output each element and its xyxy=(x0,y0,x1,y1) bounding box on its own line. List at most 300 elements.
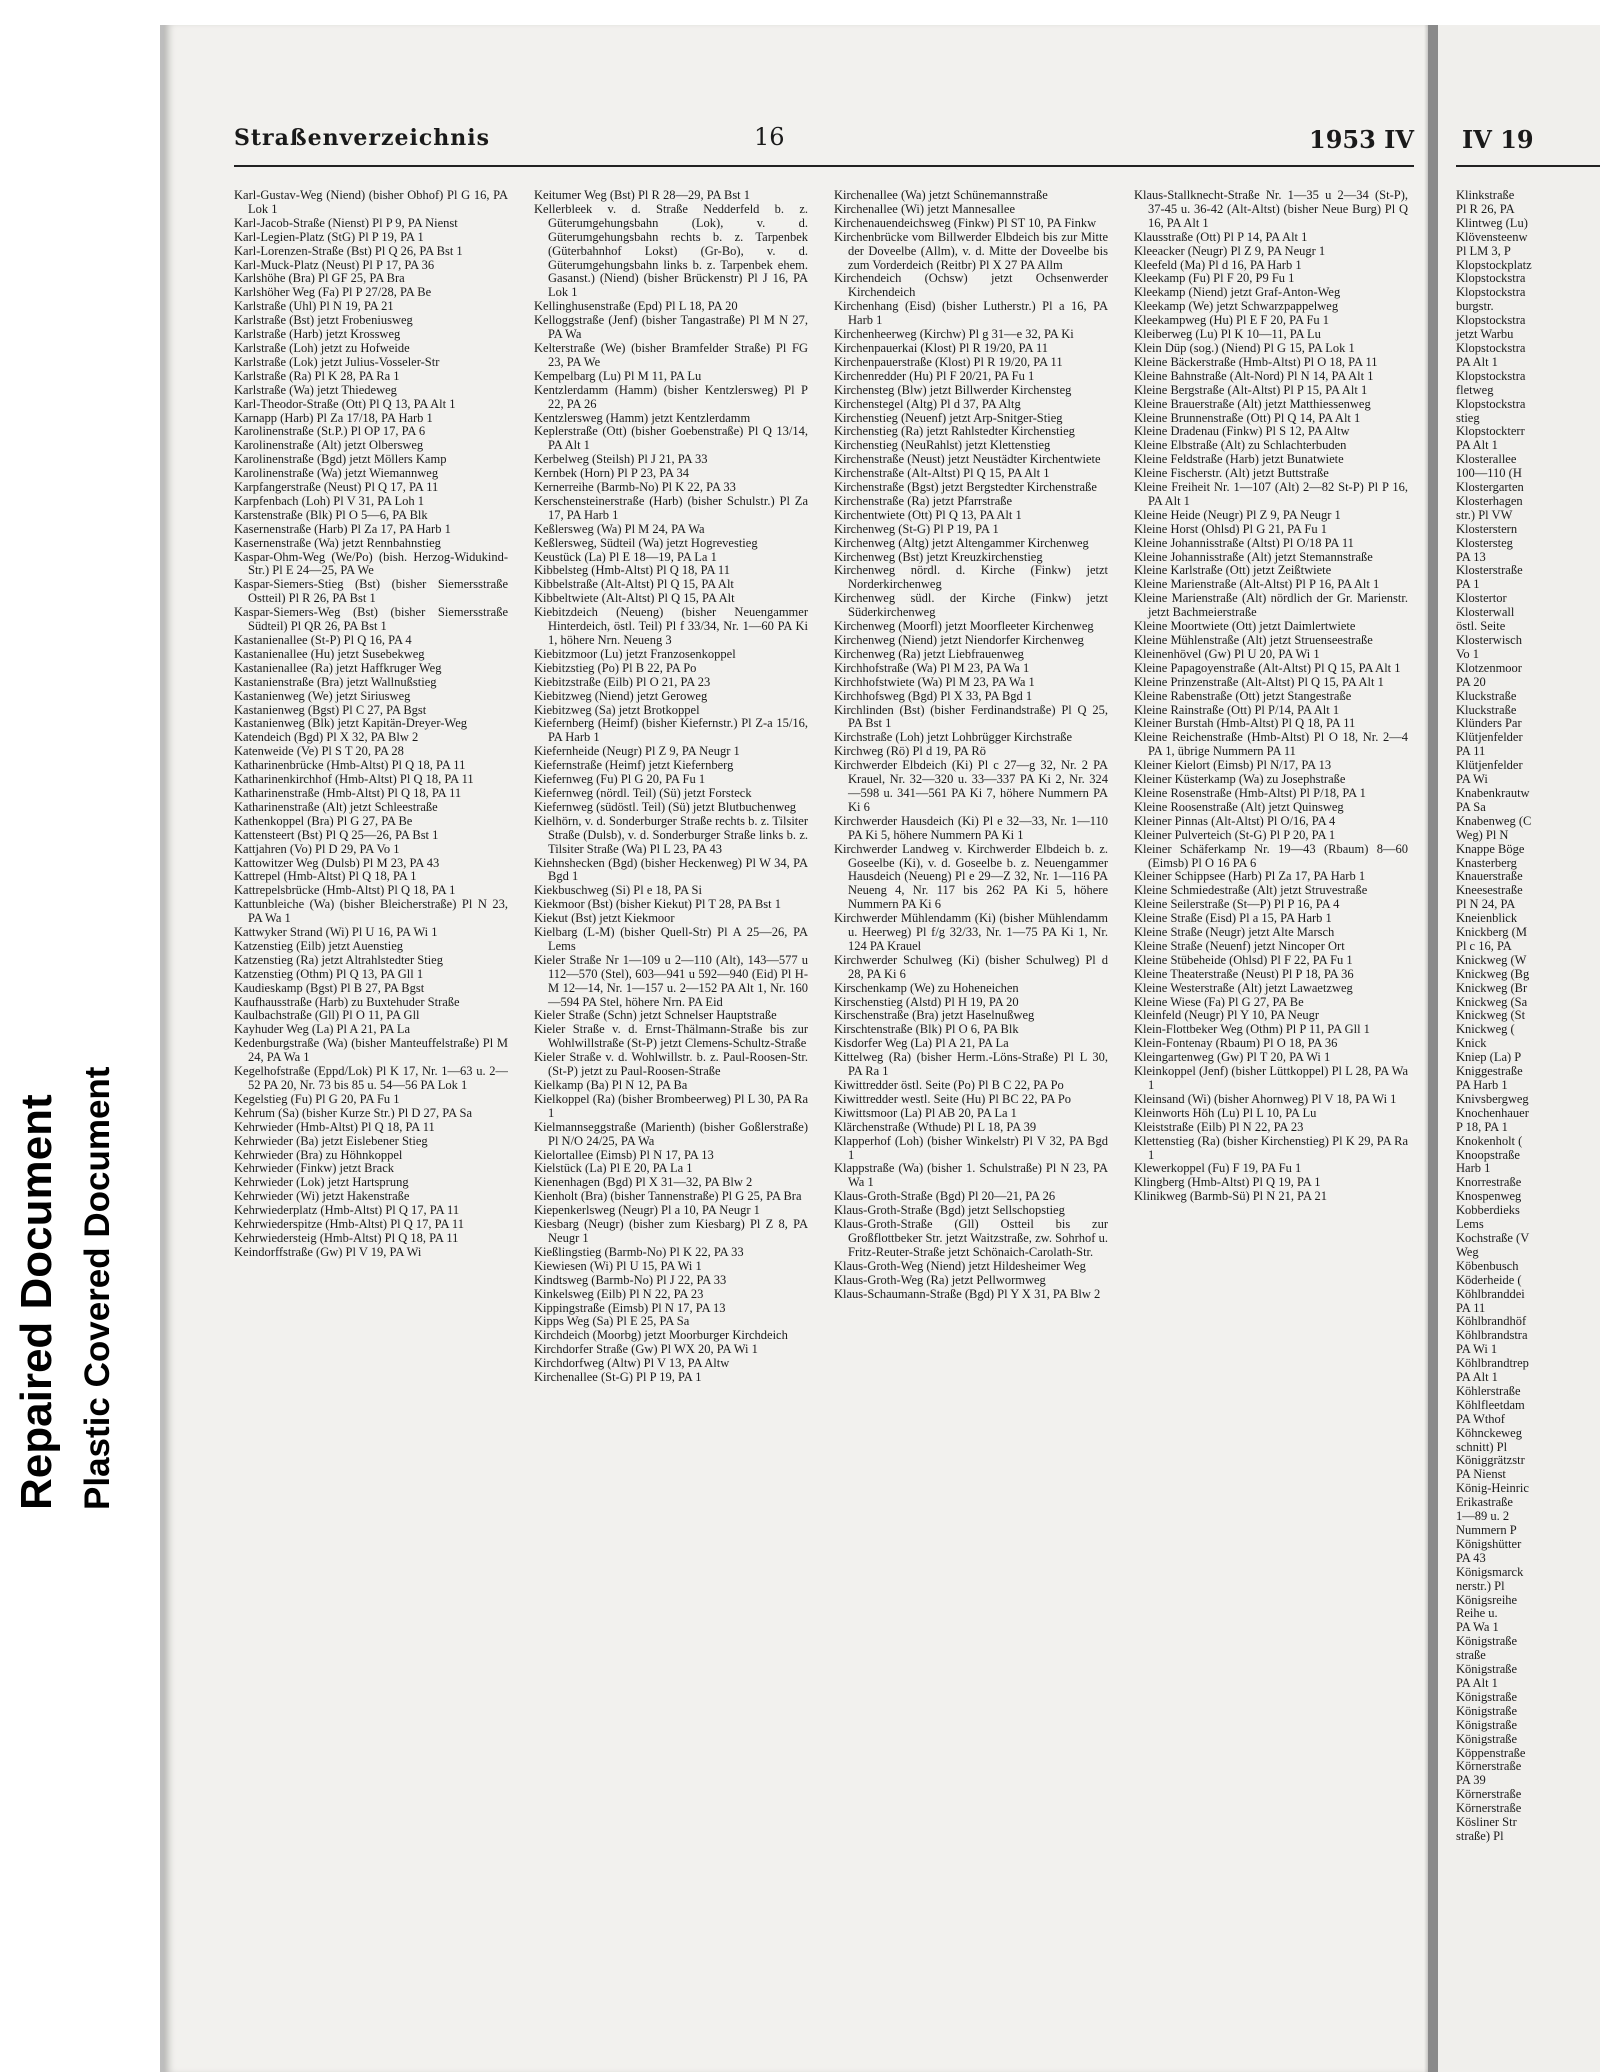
street-entry: Kiefernberg (Heimf) (bisher Kiefernstr.) Pl Z-a 15/16, PA Harb 1 xyxy=(534,716,808,745)
street-entry: Königshütter xyxy=(1456,1536,1522,1551)
street-entry: Klettenstieg (Ra) (bisher Kirchenstieg) Pl K 29, PA Ra 1 xyxy=(1134,1133,1408,1162)
street-entry: Klintweg (Lu) xyxy=(1456,215,1528,230)
street-entry: Königstraße xyxy=(1456,1703,1518,1718)
street-entry: Kiekmoor (Bst) (bisher Kiekut) Pl T 28, PA Bst 1 xyxy=(534,897,782,912)
street-entry: Karl-Lorenzen-Straße (Bst) Pl Q 26, PA Bst 1 xyxy=(234,243,463,258)
street-entry: Kirchenredder (Hu) Pl F 20/21, PA Fu 1 xyxy=(834,368,1035,383)
street-entry: Kirchenstieg (Neuenf) jetzt Arp-Snitger-Stieg xyxy=(834,410,1063,425)
street-entry: Kehrwieder (Hmb-Altst) Pl Q 18, PA 11 xyxy=(234,1119,435,1134)
street-entry: Keindorffstraße (Gw) Pl V 19, PA Wi xyxy=(234,1244,422,1259)
street-entry: Kiesbarg (Neugr) (bisher zum Kiesbarg) Pl Z 8, PA Neugr 1 xyxy=(534,1217,808,1245)
street-entry: Klaus-Groth-Weg (Niend) jetzt Hildesheimer Weg xyxy=(834,1258,1086,1273)
street-entry: Pl LM 3, P xyxy=(1456,243,1511,258)
street-entry: stieg xyxy=(1456,410,1480,425)
street-entry: Königstraße xyxy=(1456,1662,1518,1677)
street-entry: Kaudieskamp (Bgst) Pl B 27, PA Bgst xyxy=(234,980,425,995)
street-entry: Karolinenstraße (Alt) jetzt Olbersweg xyxy=(234,438,424,453)
street-entry: Knivsbergweg xyxy=(1456,1091,1529,1106)
street-entry: Karlshöhe (Bra) Pl GF 25, PA Bra xyxy=(234,271,405,286)
street-entry: Knickweg (Bg xyxy=(1456,966,1530,981)
street-entry: Katendeich (Bgd) Pl X 32, PA Blw 2 xyxy=(234,730,419,745)
street-entry: Köhlbrandtrep xyxy=(1456,1356,1529,1371)
street-entry: Karl-Gustav-Weg (Niend) (bisher Obhof) Pl G 16, PA Lok 1 xyxy=(234,189,508,216)
street-entry: Kleiner Schäferkamp Nr. 19—43 (Rbaum) 8—60 (Eimsb) Pl O 16 PA 6 xyxy=(1134,841,1408,870)
street-entry: Klein-Flottbeker Weg (Othm) Pl P 11, PA Gll 1 xyxy=(1134,1022,1370,1037)
street-entry: Karl-Jacob-Straße (Nienst) Pl P 9, PA Nienst xyxy=(234,215,458,230)
street-entry: Knappe Böge xyxy=(1456,841,1525,856)
street-entry: PA Alt 1 xyxy=(1456,1675,1498,1690)
street-entry: Kirchhofstraße (Wa) Pl M 23, PA Wa 1 xyxy=(834,660,1030,675)
street-entry: Lems xyxy=(1456,1217,1484,1232)
book-gutter xyxy=(1428,25,1438,2072)
street-entry: Kibbelstraße (Alt-Altst) Pl Q 15, PA Alt xyxy=(534,577,734,592)
street-entry: Kleine Roosenstraße (Alt) jetzt Quinsweg xyxy=(1134,799,1344,814)
next-page-column xyxy=(1456,189,1600,1844)
street-entry: Kirchwerder Hausdeich (Ki) Pl e 32—33, Nr. 1—110 PA Ki 5, höhere Nummern PA Ki 1 xyxy=(834,813,1108,842)
street-entry: Körnerstraße xyxy=(1456,1759,1522,1774)
street-entry: Kirchenhang (Eisd) (bisher Lutherstr.) Pl a 16, PA Harb 1 xyxy=(834,299,1108,328)
street-entry: Klappstraße (Wa) (bisher 1. Schulstraße) Pl N 23, PA Wa 1 xyxy=(834,1161,1108,1190)
street-entry: Kibbeltwiete (Alt-Altst) Pl Q 15, PA Alt xyxy=(534,591,735,606)
street-entry: Klünders Par xyxy=(1456,716,1522,731)
street-entry: Karlstraße (Ra) Pl K 28, PA Ra 1 xyxy=(234,368,400,383)
street-entry: Kleine Rosenstraße (Hmb-Altst) Pl P/18, PA 1 xyxy=(1134,785,1366,800)
street-entry: Kastanienstraße (Bra) jetzt Wallnußstieg xyxy=(234,674,437,689)
street-entry: Köbenbusch xyxy=(1456,1258,1519,1273)
street-entry: Knickweg (St xyxy=(1456,1008,1526,1023)
street-entry: Kleine Stübeheide (Ohlsd) Pl F 22, PA Fu 1 xyxy=(1134,952,1353,967)
street-entry: Kobberdieks xyxy=(1456,1203,1520,1218)
street-entry: Kielstück (La) Pl E 20, PA La 1 xyxy=(534,1161,693,1176)
street-entry: Kielhörn, v. d. Sonderburger Straße rechts b. z. Tilsiter Straße (Dulsb), v. d. Sonderburger Straße links b. z. Tilsiter Straße (Wa) Pl L 23, PA 43 xyxy=(534,813,808,856)
street-entry: Kleeacker (Neugr) Pl Z 9, PA Neugr 1 xyxy=(1134,243,1326,258)
street-entry: Kiefernweg (nördl. Teil) (Sü) jetzt Forsteck xyxy=(534,785,752,800)
street-entry: PA Alt 1 xyxy=(1456,438,1498,453)
street-entry: Kirchenweg (Altg) jetzt Altengammer Kirchenweg xyxy=(834,535,1089,550)
street-entry: Kneienblick xyxy=(1456,911,1518,926)
street-entry: Kehrwiedersteig (Hmb-Altst) Pl Q 18, PA 11 xyxy=(234,1230,459,1245)
street-entry: str.) Pl VW xyxy=(1456,507,1513,522)
street-entry: Knabenkrautw xyxy=(1456,785,1530,800)
street-entry: Katenweide (Ve) Pl S T 20, PA 28 xyxy=(234,744,404,759)
street-entry: Klopstockterr xyxy=(1456,424,1525,439)
street-entry: PA Sa xyxy=(1456,799,1486,814)
street-entry: Kirchwerder Landweg v. Kirchwerder Elbdeich b. z. Goseelbe (Ki), v. d. Goseelbe b. z. Neuengammer Hausdeich (Neueng) Pl e 29—Z 32, Nr. 1—116 PA Neueng 4, Nr. 117 bis 262 PA Ki 5, höhere Nummern PA Ki 6 xyxy=(834,841,1108,912)
street-entry: Kehrwieder (Bra) zu Höhnkoppel xyxy=(234,1147,403,1162)
street-entry: Kirchenweg (Bst) jetzt Kreuzkirchenstieg xyxy=(834,549,1043,564)
street-entry: PA Alt 1 xyxy=(1456,1370,1498,1385)
street-entry: Kleine Bergstraße (Alt-Altst) Pl P 15, PA Alt 1 xyxy=(1134,382,1368,397)
street-entry: Kehrwieder (Finkw) jetzt Brack xyxy=(234,1161,395,1176)
street-entry: Kentzlersweg (Hamm) jetzt Kentzlerdamm xyxy=(534,410,751,425)
street-entry: Kirchwerder Mühlendamm (Ki) (bisher Mühlendamm u. Heerweg) Pl f/g 32/33, Nr. 1—75 PA Ki 1, Nr. 124 PA Krauel xyxy=(834,911,1108,953)
street-entry: Körnerstraße xyxy=(1456,1787,1522,1802)
street-entry: Kiefernweg (Fu) Pl G 20, PA Fu 1 xyxy=(534,772,706,787)
street-entry: Karlstraße (Bst) jetzt Frobeniusweg xyxy=(234,313,413,328)
street-entry: Kleine Papagoyenstraße (Alt-Altst) Pl Q 15, PA Alt 1 xyxy=(1134,660,1401,675)
street-entry: Klopstockstra xyxy=(1456,313,1526,328)
street-entry: Knospenweg xyxy=(1456,1189,1522,1204)
street-entry: Kleine Mühlenstraße (Alt) jetzt Struenseestraße xyxy=(1134,633,1373,647)
street-entry: Kiwittredder westl. Seite (Hu) Pl BC 22, PA Po xyxy=(834,1091,1072,1106)
street-entry: Klärchenstraße (Wthude) Pl L 18, PA 39 xyxy=(834,1119,1037,1134)
street-entry: Klausstraße (Ott) Pl P 14, PA Alt 1 xyxy=(1134,229,1308,244)
street-entry: Vo 1 xyxy=(1456,646,1480,661)
street-entry: Klütjenfelder xyxy=(1456,730,1523,745)
street-entry: schnitt) Pl xyxy=(1456,1439,1508,1454)
street-entry: Kleinworts Höh (Lu) Pl L 10, PA Lu xyxy=(1134,1105,1317,1120)
street-entry: Kniggestraße xyxy=(1456,1064,1523,1079)
street-entry: Kluckstraße xyxy=(1456,702,1517,717)
street-entry: Knickweg (W xyxy=(1456,952,1527,967)
street-entry: Kleine Prinzenstraße (Alt-Altst) Pl Q 15, PA Alt 1 xyxy=(1134,674,1384,689)
street-entry: Kirchenstraße (Bgst) jetzt Bergstedter Kirchenstraße xyxy=(834,480,1097,495)
street-entry: Kattrepel (Hmb-Altst) Pl Q 18, PA 1 xyxy=(234,869,417,884)
street-entry: Kelloggstraße (Jenf) (bisher Tangastraße) Pl M N 27, PA Wa xyxy=(534,313,808,342)
street-column xyxy=(534,189,808,2059)
street-entry: Kedenburgstraße (Wa) (bisher Manteuffelstraße) Pl M 24, PA Wa 1 xyxy=(234,1036,508,1065)
street-entry: Kelterstraße (We) (bisher Bramfelder Straße) Pl FG 23, PA We xyxy=(534,340,808,369)
street-entry: Kiebitzmoor (Lu) jetzt Franzosenkoppel xyxy=(534,646,736,661)
street-entry: Weg xyxy=(1456,1244,1479,1259)
street-entry: Kleine Westerstraße (Alt) jetzt Lawaetzweg xyxy=(1134,980,1353,995)
street-entry: Kirchenheerweg (Kirchw) Pl g 31—e 32, PA Ki xyxy=(834,327,1074,342)
street-entry: Kathenkoppel (Bra) Pl G 27, PA Be xyxy=(234,813,413,828)
street-entry: Kiefernstraße (Heimf) jetzt Kiefernberg xyxy=(534,758,734,773)
street-entry: Klostersteg xyxy=(1456,535,1513,550)
street-entry: Kleine Bäckerstraße (Hmb-Altst) Pl O 18, PA 11 xyxy=(1134,354,1378,369)
street-entry: Karolinenstraße (Wa) jetzt Wiemannweg xyxy=(234,466,439,481)
street-entry: Königstraße xyxy=(1456,1634,1518,1649)
street-entry: Klinkstraße xyxy=(1456,188,1515,202)
street-entry: Kleiner Pulverteich (St-G) Pl P 20, PA 1 xyxy=(1134,827,1336,842)
street-entry: PA 20 xyxy=(1456,674,1486,689)
street-entry: Kluckstraße xyxy=(1456,688,1517,703)
street-entry: Klewerkoppel (Fu) F 19, PA Fu 1 xyxy=(1134,1161,1302,1176)
street-entry: Kegelhofstraße (Eppd/Lok) Pl K 17, Nr. 1—63 u. 2—52 PA 20, Nr. 73 bis 85 u. 54—56 PA Lok 1 xyxy=(234,1064,508,1092)
street-entry: Klosterhagen xyxy=(1456,493,1523,508)
street-entry: Kleingartenweg (Gw) Pl T 20, PA Wi 1 xyxy=(1134,1050,1331,1065)
street-entry: Katharinenstraße (Alt) jetzt Schleestraße xyxy=(234,799,438,814)
street-entry: Klosterstraße xyxy=(1456,563,1523,578)
street-entry: Kirchenallee (Wi) jetzt Mannesallee xyxy=(834,201,1015,216)
street-entry: Kneesestraße xyxy=(1456,883,1523,898)
street-entry: Kleine Brunnenstraße (Ott) Pl Q 14, PA Alt 1 xyxy=(1134,410,1361,425)
street-entry: Kastanienweg (We) jetzt Siriusweg xyxy=(234,688,411,703)
street-entry: Kentzlerdamm (Hamm) (bisher Kentzlersweg) Pl P 22, PA 26 xyxy=(534,382,808,411)
street-entry: Kleine Fischerstr. (Alt) jetzt Buttstraße xyxy=(1134,466,1329,481)
street-entry: Kirchenweg südl. der Kirche (Finkw) jetzt Süderkirchenweg xyxy=(834,591,1108,620)
street-entry: Kattjahren (Vo) Pl D 29, PA Vo 1 xyxy=(234,841,400,856)
street-entry: Kleine Heide (Neugr) Pl Z 9, PA Neugr 1 xyxy=(1134,507,1341,522)
street-entry: Kattrepelsbrücke (Hmb-Altst) Pl Q 18, PA 1 xyxy=(234,883,456,898)
street-entry: Köhlbrandhöf xyxy=(1456,1314,1527,1329)
street-entry: Keustück (La) Pl E 18—19, PA La 1 xyxy=(534,549,717,564)
street-entry: Kiefernweg (südöstl. Teil) (Sü) jetzt Blutbuchenweg xyxy=(534,799,797,814)
street-entry: Katzenstieg (Ra) jetzt Altrahlstedter Stieg xyxy=(234,952,443,967)
street-entry: Kirchenpauerstraße (Klost) Pl R 19/20, PA 11 xyxy=(834,354,1063,369)
street-entry: Kirchenweg (St-G) Pl P 19, PA 1 xyxy=(834,521,999,536)
directory-page xyxy=(160,25,1432,2072)
street-column xyxy=(1134,189,1408,2059)
plastic-covered-label: Plastic Covered Document xyxy=(78,1066,117,1510)
street-entry: Kirchenstegel (Altg) Pl d 37, PA Altg xyxy=(834,396,1021,411)
street-entry: Kleine Rainstraße (Ott) Pl P/14, PA Alt 1 xyxy=(1134,702,1340,717)
street-entry: straße xyxy=(1456,1648,1486,1663)
next-page-header xyxy=(1456,123,1600,167)
street-entry: Kielmannseggstraße (Marienth) (bisher Goßlerstraße) Pl N/O 24/25, PA Wa xyxy=(534,1119,808,1148)
street-entry: Kießlingstieg (Barmb-No) Pl K 22, PA 33 xyxy=(534,1244,744,1259)
street-entry: Kleine Marienstraße (Alt-Altst) Pl P 16, PA Alt 1 xyxy=(1134,577,1380,592)
next-page-heading: IV 19 xyxy=(1462,125,1534,154)
street-entry: Kehrwieder (Lok) jetzt Hartsprung xyxy=(234,1175,409,1190)
street-entry: Kleine Seilerstraße (St—P) Pl P 16, PA 4 xyxy=(1134,897,1340,912)
street-entry: Keitumer Weg (Bst) Pl R 28—29, PA Bst 1 xyxy=(534,189,751,202)
street-entry: Kellinghusenstraße (Epd) Pl L 18, PA 20 xyxy=(534,299,738,314)
street-entry: Karlstraße (Wa) jetzt Thiedeweg xyxy=(234,382,397,397)
street-entry: Karlstraße (Harb) jetzt Krossweg xyxy=(234,327,401,342)
street-entry: Harb 1 xyxy=(1456,1161,1491,1176)
street-entry: Klaus-Groth-Straße (Bgd) jetzt Sellschopstieg xyxy=(834,1203,1065,1218)
street-entry: Kleine Straße (Eisd) Pl a 15, PA Harb 1 xyxy=(1134,911,1332,926)
street-entry: Kiewiesen (Wi) Pl U 15, PA Wi 1 xyxy=(534,1258,702,1273)
street-entry: Kleekamp (Fu) Pl F 20, P9 Fu 1 xyxy=(1134,271,1295,286)
street-entry: Kiwittsmoor (La) Pl AB 20, PA La 1 xyxy=(834,1105,1017,1120)
street-entry: Klaus-Groth-Straße (Gll) Ostteil bis zur Großflottbeker Str. jetzt Waitzstraße, zw. Sohrhof u. Fritz-Reuter-Straße jetzt Schönaich-Carolath-Str. xyxy=(834,1217,1108,1259)
street-entry: Karpfangerstraße (Neust) Pl Q 17, PA 11 xyxy=(234,480,439,495)
street-entry: PA 1 xyxy=(1456,577,1480,592)
street-entry: Königstraße xyxy=(1456,1717,1518,1732)
street-entry: P 18, PA 1 xyxy=(1456,1119,1508,1134)
street-entry: Karl-Muck-Platz (Neust) Pl P 17, PA 36 xyxy=(234,257,435,272)
street-entry: Kleinkoppel (Jenf) (bisher Lüttkoppel) Pl L 28, PA Wa 1 xyxy=(1134,1064,1408,1092)
street-entry: Karolinenstraße (Bgd) jetzt Möllers Kamp xyxy=(234,452,447,467)
street-entry: Klaus-Schaumann-Straße (Bgd) Pl Y X 31, PA Blw 2 xyxy=(834,1286,1101,1301)
street-entry: Kellerbleek v. d. Straße Nedderfeld b. z. Güterumgehungsbahn (Lok), v. d. Güterumgehungsbahn rechts b. z. Tarpenbek (Güterbahnhof Lokst) (Gr-Bo), v. d. Güterumgehungsbahn links b. z. Tarpenbek ehem. Gasanst.) (Niend) (bisher Brückenstr) Pl J 16, PA Lok 1 xyxy=(534,201,808,300)
street-entry: Knick xyxy=(1456,1036,1487,1051)
street-entry: Kattunbleiche (Wa) (bisher Bleicherstraße) Pl N 23, PA Wa 1 xyxy=(234,897,508,926)
street-entry: Kirchenstieg (Ra) jetzt Rahlstedter Kirchenstieg xyxy=(834,424,1075,439)
street-entry: Kirchenstraße (Alt-Altst) Pl Q 15, PA Alt 1 xyxy=(834,466,1050,481)
street-entry: Kiebitzweg (Niend) jetzt Geroweg xyxy=(534,688,708,703)
street-entry: PA 11 xyxy=(1456,744,1486,759)
street-entry: Kirschenstieg (Alstd) Pl H 19, PA 20 xyxy=(834,994,1019,1009)
street-entry: Pl R 26, PA xyxy=(1456,201,1515,216)
street-entry: Kleine Marienstraße (Alt) nördlich der Gr. Marienstr. jetzt Bachmeierstraße xyxy=(1134,591,1408,620)
street-entry: Kirchhofsweg (Bgd) Pl X 33, PA Bgd 1 xyxy=(834,688,1033,703)
street-entry: Kleine Bahnstraße (Alt-Nord) Pl N 14, PA Alt 1 xyxy=(1134,368,1374,383)
street-entry: 100—110 (H xyxy=(1456,466,1522,481)
street-entry: Kibbelsteg (Hmb-Altst) Pl Q 18, PA 11 xyxy=(534,563,730,578)
street-entry: Karl-Legien-Platz (StG) Pl P 19, PA 1 xyxy=(234,229,424,244)
street-entry: Karolinenstraße (St.P.) Pl OP 17, PA 6 xyxy=(234,424,426,439)
street-entry: Kerbelweg (Steilsh) Pl J 21, PA 33 xyxy=(534,452,708,467)
street-entry: Kleine Feldstraße (Harb) jetzt Bunatwiete xyxy=(1134,452,1344,467)
street-entry: fletweg xyxy=(1456,382,1494,397)
street-entry: Kiekut (Bst) jetzt Kiekmoor xyxy=(534,911,675,926)
street-entry: Kirchenweg (Moorfl) jetzt Moorfleeter Kirchenweg xyxy=(834,619,1094,634)
street-entry: Köhlbranddei xyxy=(1456,1286,1525,1301)
street-entry: Kleine Moortwiete (Ott) jetzt Daimlertwiete xyxy=(1134,619,1356,634)
street-entry: Klein-Fontenay (Rbaum) Pl O 18, PA 36 xyxy=(1134,1036,1338,1051)
street-entry: Königsmarck xyxy=(1456,1564,1524,1579)
street-entry: jetzt Warbu xyxy=(1456,327,1514,342)
street-entry: PA Wi xyxy=(1456,772,1488,787)
street-entry: PA 11 xyxy=(1456,1300,1486,1315)
street-entry: Katzenstieg (Eilb) jetzt Auenstieg xyxy=(234,938,404,953)
repaired-document-label: Repaired Document xyxy=(12,1094,61,1510)
street-entry: Klopstockstra xyxy=(1456,368,1526,383)
street-entry: Kienenhagen (Bgd) Pl X 31—32, PA Blw 2 xyxy=(534,1175,753,1190)
street-entry: Kleiner Pinnas (Alt-Altst) Pl O/16, PA 4 xyxy=(1134,813,1336,828)
street-entry: Klaus-Groth-Straße (Bgd) Pl 20—21, PA 26 xyxy=(834,1189,1056,1204)
street-entry: Kirchenbrücke vom Billwerder Elbdeich bis zur Mitte der Doveelbe (Allm), v. d. Mitte der Doveelbe bis zum Vorderdeich (Reitbr) Pl X 27 PA Allm xyxy=(834,229,1108,272)
street-entry: PA Wthof xyxy=(1456,1411,1505,1426)
street-entry: Klosterwall xyxy=(1456,605,1515,620)
street-entry: Klapperhof (Loh) (bisher Winkelstr) Pl V 32, PA Bgd 1 xyxy=(834,1133,1108,1162)
street-entry: Kirchenstraße (Ra) jetzt Pfarrstraße xyxy=(834,493,1013,508)
street-entry: Kienholt (Bra) (bisher Tannenstraße) Pl G 25, PA Bra xyxy=(534,1189,802,1204)
street-entry: Kirchensteg (Blw) jetzt Billwerder Kirchensteg xyxy=(834,382,1072,397)
street-entry: Kipps Weg (Sa) Pl E 25, PA Sa xyxy=(534,1314,690,1329)
street-entry: PA 39 xyxy=(1456,1773,1486,1788)
street-entry: Kirchstraße (Loh) jetzt Lohbrügger Kirchstraße xyxy=(834,730,1073,745)
street-entry: Klütjenfelder xyxy=(1456,758,1523,773)
street-entry: König-Heinric xyxy=(1456,1481,1529,1496)
street-entry: Kaspar-Ohm-Weg (We/Po) (bish. Herzog-Widukind-Str.) Pl E 24—25, PA We xyxy=(234,549,508,578)
street-entry: Kirchweg (Rö) Pl d 19, PA Rö xyxy=(834,744,986,759)
street-entry: Klein Düp (sog.) (Niend) Pl G 15, PA Lok 1 xyxy=(1134,340,1355,355)
street-entry: Knoopstraße xyxy=(1456,1147,1520,1162)
street-entry: Kniep (La) P xyxy=(1456,1050,1522,1065)
street-entry: Kaspar-Siemers-Stieg (Bst) (bisher Siemersstraße Ostteil) Pl R 26, PA Bst 1 xyxy=(234,577,508,606)
street-entry: Klopstockstra xyxy=(1456,285,1526,300)
street-entry: Karlstraße (Uhl) Pl N 19, PA 21 xyxy=(234,299,394,314)
street-entry: Kleine Rabenstraße (Ott) jetzt Stangestraße xyxy=(1134,688,1352,703)
street-entry: Köppenstraße xyxy=(1456,1745,1526,1760)
street-entry: Kleiner Schippsee (Harb) Pl Za 17, PA Harb 1 xyxy=(1134,869,1366,884)
street-entry: PA Alt 1 xyxy=(1456,354,1498,369)
street-entry: Kösliner Str xyxy=(1456,1815,1517,1830)
street-entry: Kleine Wiese (Fa) Pl G 27, PA Be xyxy=(1134,994,1304,1009)
street-entry: Kirchentwiete (Ott) Pl Q 13, PA Alt 1 xyxy=(834,507,1022,522)
street-entry: Kiepenkerlsweg (Neugr) Pl a 10, PA Neugr 1 xyxy=(534,1203,760,1218)
street-entry: Kasernenstraße (Wa) jetzt Rennbahnstieg xyxy=(234,535,441,550)
street-entry: Kirchlinden (Bst) (bisher Ferdinandstraße) Pl Q 25, PA Bst 1 xyxy=(834,702,1108,731)
street-entry: Kattwyker Strand (Wi) Pl U 16, PA Wi 1 xyxy=(234,925,438,940)
street-entry: Kasernenstraße (Harb) Pl Za 17, PA Harb 1 xyxy=(234,521,451,536)
street-entry: Kastanienweg (Blk) jetzt Kapitän-Dreyer-Weg xyxy=(234,716,468,731)
street-entry: Kleinsand (Wi) (bisher Ahornweg) Pl V 18, PA Wi 1 xyxy=(1134,1091,1397,1106)
street-entry: Kiehnshecken (Bgd) (bisher Heckenweg) Pl W 34, PA Bgd 1 xyxy=(534,855,808,884)
street-entry: Kleekamp (Niend) jetzt Graf-Anton-Weg xyxy=(1134,285,1341,300)
street-entry: Kiwittredder östl. Seite (Po) Pl B C 22, PA Po xyxy=(834,1078,1064,1092)
street-entry: Kirchwerder Elbdeich (Ki) Pl c 27—g 32, Nr. 2 PA Krauel, Nr. 32—320 u. 33—337 PA Ki 2, Nr. 324—598 u. 341—561 PA Ki 7, höhere Nummern PA Ki 6 xyxy=(834,758,1108,814)
street-entry: Kleine Johannisstraße (Altst) Pl O/18 PA 11 xyxy=(1134,535,1354,550)
street-entry: Kastanienallee (Hu) jetzt Susebekweg xyxy=(234,646,425,661)
street-entry: Kiebitzstraße (Eilb) Pl O 21, PA 23 xyxy=(534,674,711,689)
street-entry: Pl c 16, PA xyxy=(1456,938,1512,953)
street-entry: Kirchenweg (Ra) jetzt Liebfrauenweg xyxy=(834,646,1024,661)
street-entry: burgstr. xyxy=(1456,299,1494,314)
street-entry: PA 13 xyxy=(1456,549,1486,564)
street-entry: Klaus-Stallknecht-Straße Nr. 1—35 u 2—34 (St-P), 37-45 u. 36-42 (Alt-Altst) (bisher Neue Burg) Pl Q 16, PA Alt 1 xyxy=(1134,189,1408,230)
street-entry: Kleine Theaterstraße (Neust) Pl P 18, PA 36 xyxy=(1134,966,1354,981)
street-entry: Klosterallee xyxy=(1456,452,1517,467)
street-entry: Kehrwieder (Ba) jetzt Eislebener Stieg xyxy=(234,1133,428,1148)
street-entry: Kippingstraße (Eimsb) Pl N 17, PA 13 xyxy=(534,1300,726,1315)
street-entry: Kleine Reichenstraße (Hmb-Altst) Pl O 18, Nr. 2—4 PA 1, übrige Nummern PA 11 xyxy=(1134,730,1408,759)
street-entry: Kaufhausstraße (Harb) zu Buxtehuder Straße xyxy=(234,994,460,1009)
street-entry: Kastanienallee (Ra) jetzt Haffkruger Weg xyxy=(234,660,442,675)
street-entry: Kattowitzer Weg (Dulsb) Pl M 23, PA 43 xyxy=(234,855,440,870)
street-entry: Karstenstraße (Blk) Pl O 5—6, PA Blk xyxy=(234,507,428,522)
street-entry: Kirchenallee (St-G) Pl P 19, PA 1 xyxy=(534,1370,702,1385)
street-entry: Knickberg (M xyxy=(1456,925,1527,940)
street-entry: Kirchenstieg (NeuRahlst) jetzt Klettenstieg xyxy=(834,438,1051,453)
street-entry: Kirchhofstwiete (Wa) Pl M 23, PA Wa 1 xyxy=(834,674,1035,689)
street-entry: Kielbarg (L-M) (bisher Quell-Str) Pl A 25—26, PA Lems xyxy=(534,925,808,953)
street-entry: Pl N 24, PA xyxy=(1456,897,1516,912)
street-entry: Katzenstieg (Othm) Pl Q 13, PA Gll 1 xyxy=(234,966,424,981)
street-entry: Reihe u. xyxy=(1456,1606,1498,1621)
street-entry: Knauerstraße xyxy=(1456,869,1523,884)
street-entry: Knasterberg xyxy=(1456,855,1517,870)
street-entry: Kehrwiederspitze (Hmb-Altst) Pl Q 17, PA 11 xyxy=(234,1217,464,1232)
street-entry: Kleine Straße (Neugr) jetzt Alte Marsch xyxy=(1134,925,1335,940)
street-entry: Klostertor xyxy=(1456,591,1507,606)
street-entry: Kernerreihe (Barmb-No) Pl K 22, PA 33 xyxy=(534,480,736,495)
street-entry: Kleine Schmiedestraße (Alt) jetzt Struvestraße xyxy=(1134,883,1368,898)
street-entry: Kleiberweg (Lu) Pl K 10—11, PA Lu xyxy=(1134,327,1321,342)
street-entry: Kiebitzweg (Sa) jetzt Brotkoppel xyxy=(534,702,700,717)
street-entry: Klingberg (Hmb-Altst) Pl Q 19, PA 1 xyxy=(1134,1175,1321,1190)
street-entry: Knickweg (Sa xyxy=(1456,994,1528,1009)
street-entry: Katharinenstraße (Hmb-Altst) Pl Q 18, PA 11 xyxy=(234,785,462,800)
street-entry: PA 43 xyxy=(1456,1550,1486,1565)
street-entry: Kleekamp (We) jetzt Schwarzpappelweg xyxy=(1134,299,1339,314)
street-entry: nerstr.) Pl xyxy=(1456,1578,1505,1593)
street-entry: Kittelweg (Ra) (bisher Herm.-Löns-Straße) Pl L 30, PA Ra 1 xyxy=(834,1050,1108,1079)
street-columns xyxy=(234,189,1414,2059)
street-entry: PA Wi 1 xyxy=(1456,1342,1498,1357)
street-entry: Köhnckeweg xyxy=(1456,1425,1522,1440)
street-entry: Kirchdorfer Straße (Gw) Pl WX 20, PA Wi 1 xyxy=(534,1342,758,1357)
street-entry: Kinkelsweg (Eilb) Pl N 22, PA 23 xyxy=(534,1286,704,1301)
street-entry: Kisdorfer Weg (La) Pl A 21, PA La xyxy=(834,1036,1009,1051)
street-entry: Knickweg ( xyxy=(1456,1022,1515,1037)
street-entry: Köhlfleetdam xyxy=(1456,1397,1525,1412)
street-entry: Kaspar-Siemers-Weg (Bst) (bisher Siemersstraße Südteil) Pl QR 26, PA Bst 1 xyxy=(234,605,508,634)
street-entry: Karlshöher Weg (Fa) Pl P 27/28, PA Be xyxy=(234,285,432,300)
street-entry: Klopstockstra xyxy=(1456,340,1526,355)
street-entry: Kernbek (Horn) Pl P 23, PA 34 xyxy=(534,466,689,481)
page-year: 1953 IV xyxy=(1309,125,1414,154)
street-entry: Knorrestraße xyxy=(1456,1175,1522,1190)
street-entry: Klopstockplatz xyxy=(1456,257,1532,272)
street-entry: Karlstraße (Lok) jetzt Julius-Vosseler-Str xyxy=(234,354,440,369)
street-entry: Kerschensteinerstraße (Harb) (bisher Schulstr.) Pl Za 17, PA Harb 1 xyxy=(534,493,808,522)
street-entry: Kirschenkamp (We) zu Hoheneichen xyxy=(834,980,1019,995)
street-entry: Köhlerstraße xyxy=(1456,1383,1521,1398)
street-entry: straße) Pl xyxy=(1456,1828,1504,1843)
street-entry: PA Harb 1 xyxy=(1456,1078,1508,1092)
street-entry: Kirchdeich (Moorbg) jetzt Moorburger Kirchdeich xyxy=(534,1328,788,1343)
street-entry: Karl-Theodor-Straße (Ott) Pl Q 13, PA Alt 1 xyxy=(234,396,456,411)
street-entry: Karlstraße (Loh) jetzt zu Hofweide xyxy=(234,340,410,355)
street-entry: Kieler Straße Nr 1—109 u 2—110 (Alt), 143—577 u 112—570 (Stel), 603—941 u 592—940 (Eid) Pl H-M 12—14, Nr. 1—157 u. 2—152 PA Alt 1, Nr. 160—594 PA Stel, höhere Nrn. PA Eid xyxy=(534,952,808,1009)
street-entry: Kastanienallee (St-P) Pl Q 16, PA 4 xyxy=(234,633,412,647)
